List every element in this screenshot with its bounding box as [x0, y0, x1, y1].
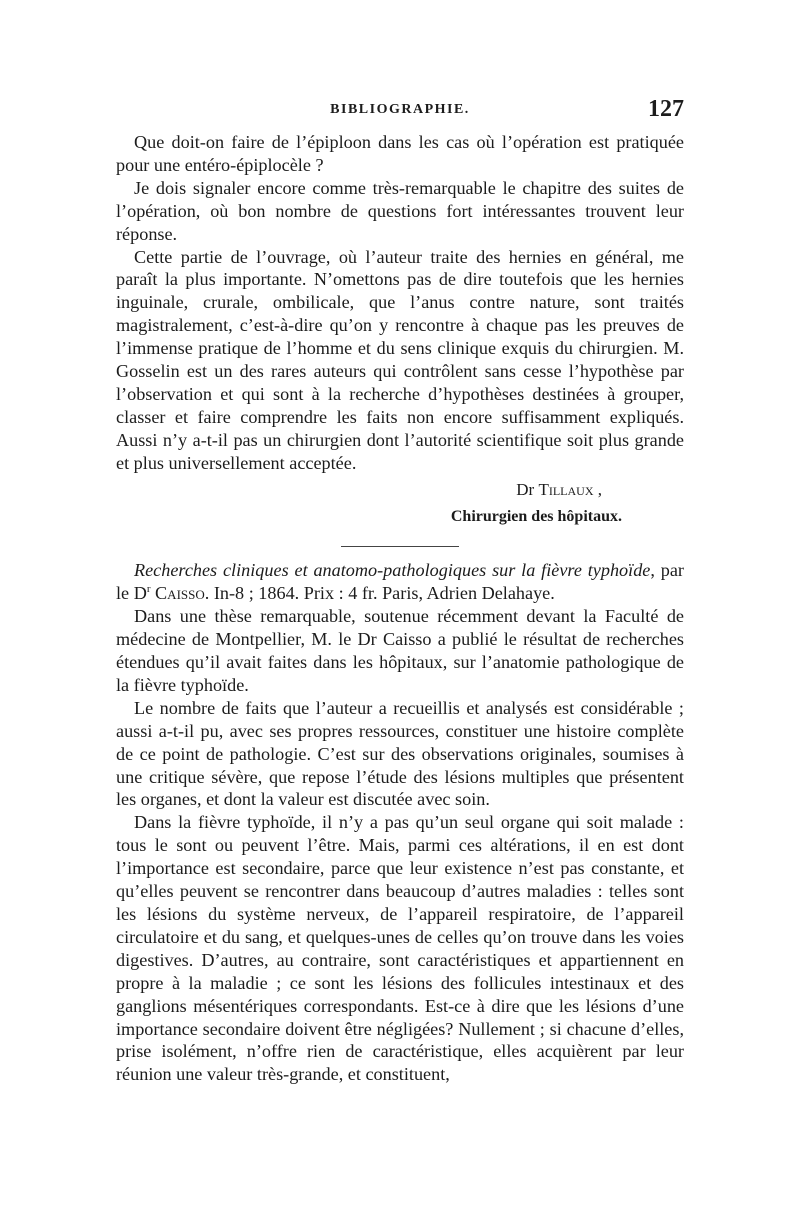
signature-surname: Tillaux [538, 479, 594, 499]
paragraph: Dans la fièvre typhoïde, il n’y a pas qu’un seul organe qui soit malade : tous le sont ou peuvent l’être. Mais, parmi ces altérations, il en est dont l’importance est secondaire, parce que leur existence n’est pas constante, et qu’elles peuvent se rencontrer dans beaucoup d’autres maladies : telles sont les lésions du système nerveux, de l’appareil respiratoire, de l’appareil circulatoire et du sang, et quelques-unes de celles qu’on trouve dans les voies digestives. D’autres, au contraire, sont caractéristiques et appartiennent en propre à la maladie ; ce sont les lésions des follicules intestinaux et des ganglions mésentériques correspondants. Est-ce à dire que les lésions d’une importance secondaire doivent être négligées? Nullement ; si chacune d’elles, prise isolément, n’offre rien de caractéristique, elles acquièrent par leur réunion une valeur très-grande, et constituent, [116, 812, 684, 1085]
page-number: 127 [648, 96, 684, 122]
paragraph: Le nombre de faits que l’auteur a recueillis et analysés est considérable ; aussi a-t-il pu, avec ses propres ressources, constituer une histoire complète de ce point de pathologie. C’est sur des observations originales, soumises à une critique sévère, que repose l’étude des lésions multiples que présentent les organes, et dont la valeur est discutée avec soin. [116, 697, 684, 810]
review-author-sup: r [146, 583, 151, 596]
signature-role: Chirurgien des hôpitaux. [450, 507, 622, 525]
signature [116, 479, 684, 529]
running-title: BIBLIOGRAPHIE. [330, 102, 470, 117]
signature-suffix: , [593, 479, 602, 499]
paragraph: Je dois signaler encore comme très-remarquable le chapitre des suites de l’opération, où bon nombre de questions fort intéressantes trouvent leur réponse. [116, 177, 684, 244]
paragraph: Dans une thèse remarquable, soutenue récemment devant la Faculté de médecine de Montpellier, M. le Dr Caisso a publié le résultat de recherches étendues qu’il avait faites dans les hôpitaux, sur l’anatomie pathologique de la fièvre typhoïde. [116, 606, 684, 695]
signature-prefix: Dr [516, 479, 535, 499]
paragraph: Que doit-on faire de l’épiploon dans les cas où l’opération est pratiquée pour une entéro-épiplocèle ? [116, 132, 684, 175]
review-author-prefix: D [133, 583, 147, 604]
review-author-name: Caisso [155, 583, 205, 604]
body-text [116, 131, 684, 1086]
review-details: . In-8 ; 1864. Prix : 4 fr. Paris, Adrien Delahaye. [204, 583, 555, 604]
paragraph: Cette partie de l’ouvrage, où l’auteur traite des hernies en général, me paraît la plus importante. N’omettons pas de dire toutefois que les hernies inguinale, crurale, ombilicale, que l’anus contre nature, sont traités magistralement, c’est-à-dire qu’on y rencontre à chaque pas les preuves de l’immense pratique de l’homme et du sens clinique exquis du chirurgien. M. Gosselin est un des rares auteurs qui contrôlent sans cesse l’hypothèse par l’observation et qui sont à la recherche d’hypothèses destinées à grouper, classer et faire comprendre les faits non encore suffisamment expliqués. Aussi n’y a-t-il pas un chirurgien dont l’autorité scientifique soit plus grande et plus universellement acceptée. [116, 246, 684, 473]
page-header [116, 96, 684, 126]
review-after-title: , par le [116, 560, 684, 604]
section-divider [341, 546, 459, 547]
signature-name [116, 479, 684, 502]
review-heading [116, 559, 684, 605]
review-title: Recherches cliniques et anatomo-pathologiques sur la fièvre typhoïde [134, 560, 651, 581]
